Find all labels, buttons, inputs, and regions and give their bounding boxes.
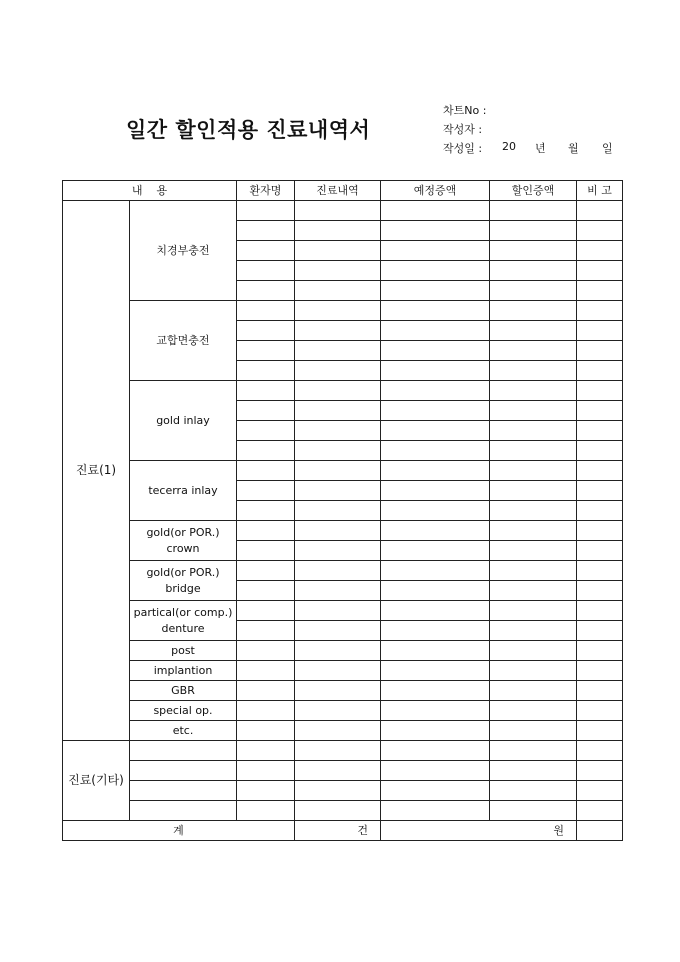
table-row bbox=[63, 781, 623, 801]
cell-scheduled[interactable] bbox=[381, 521, 490, 541]
cell-note[interactable] bbox=[577, 481, 623, 501]
table-row bbox=[63, 601, 623, 621]
year-label: 년 bbox=[535, 142, 546, 155]
cell-scheduled[interactable] bbox=[381, 721, 490, 741]
cell-note[interactable] bbox=[577, 801, 623, 821]
cell-note[interactable] bbox=[577, 761, 623, 781]
cell-discount[interactable] bbox=[490, 421, 577, 441]
cell-patient[interactable] bbox=[237, 661, 295, 681]
cell-scheduled[interactable] bbox=[381, 561, 490, 581]
cell-discount[interactable] bbox=[490, 301, 577, 321]
cell-scheduled[interactable] bbox=[381, 421, 490, 441]
cell-scheduled[interactable] bbox=[381, 241, 490, 261]
chart-no-label: 차트No : bbox=[443, 104, 487, 117]
table-row bbox=[63, 661, 623, 681]
cell-patient[interactable] bbox=[237, 521, 295, 541]
item-gold-inlay: gold inlay bbox=[130, 381, 237, 461]
header-treatment: 진료내역 bbox=[295, 181, 381, 201]
day-label: 일 bbox=[602, 142, 613, 155]
header-content: 내 용 bbox=[63, 181, 237, 201]
item-post: post bbox=[130, 641, 237, 661]
cell-scheduled[interactable] bbox=[381, 701, 490, 721]
table-row bbox=[63, 701, 623, 721]
cell-scheduled[interactable] bbox=[381, 781, 490, 801]
cell-scheduled[interactable] bbox=[381, 481, 490, 501]
table-row bbox=[63, 561, 623, 581]
item-bridge-line1: gold(or POR.) bbox=[146, 565, 220, 579]
item-denture-line1: partical(or comp.) bbox=[133, 605, 233, 619]
cell-note[interactable] bbox=[577, 441, 623, 461]
cell-patient[interactable] bbox=[237, 421, 295, 441]
cell-note[interactable] bbox=[577, 461, 623, 481]
cell-patient[interactable] bbox=[237, 541, 295, 561]
cell-scheduled[interactable] bbox=[381, 641, 490, 661]
cell-patient[interactable] bbox=[237, 741, 295, 761]
cell-treatment[interactable] bbox=[295, 501, 381, 521]
total-amount-unit: 원 bbox=[381, 821, 577, 841]
cell-note[interactable] bbox=[577, 361, 623, 381]
cell-patient[interactable] bbox=[237, 341, 295, 361]
cell-scheduled[interactable] bbox=[381, 681, 490, 701]
cell-patient[interactable] bbox=[237, 241, 295, 261]
cell-patient[interactable] bbox=[237, 781, 295, 801]
cell-scheduled[interactable] bbox=[381, 801, 490, 821]
cell-discount[interactable] bbox=[490, 481, 577, 501]
table-row bbox=[63, 381, 623, 401]
cell-note[interactable] bbox=[577, 261, 623, 281]
cell-patient[interactable] bbox=[237, 261, 295, 281]
category-other: 진료(기타) bbox=[63, 741, 130, 821]
cell-note[interactable] bbox=[577, 621, 623, 641]
cell-note[interactable] bbox=[577, 521, 623, 541]
cell-note[interactable] bbox=[577, 421, 623, 441]
cell-discount[interactable] bbox=[490, 581, 577, 601]
cell-note[interactable] bbox=[577, 241, 623, 261]
cell-treatment[interactable] bbox=[295, 621, 381, 641]
cell-discount[interactable] bbox=[490, 501, 577, 521]
table-row bbox=[63, 301, 623, 321]
cell-treatment[interactable] bbox=[295, 581, 381, 601]
cell-note[interactable] bbox=[577, 201, 623, 221]
cell-treatment[interactable] bbox=[295, 261, 381, 281]
table-row bbox=[63, 201, 623, 221]
header-note: 비 고 bbox=[577, 181, 623, 201]
cell-treatment[interactable] bbox=[295, 361, 381, 381]
cell-discount[interactable] bbox=[490, 661, 577, 681]
cell-treatment[interactable] bbox=[295, 301, 381, 321]
cell-discount[interactable] bbox=[490, 461, 577, 481]
cell-treatment[interactable] bbox=[295, 341, 381, 361]
table-row bbox=[63, 641, 623, 661]
cell-note[interactable] bbox=[577, 721, 623, 741]
cell-treatment[interactable] bbox=[295, 681, 381, 701]
cell-patient[interactable] bbox=[237, 761, 295, 781]
date-year-prefix: 20 bbox=[502, 140, 516, 153]
cell-scheduled[interactable] bbox=[381, 301, 490, 321]
cell-treatment[interactable] bbox=[295, 481, 381, 501]
category-main: 진료(1) bbox=[63, 201, 130, 741]
cell-note[interactable] bbox=[577, 681, 623, 701]
total-count-unit: 건 bbox=[295, 821, 381, 841]
table-row bbox=[63, 741, 623, 761]
cell-treatment[interactable] bbox=[295, 281, 381, 301]
cell-note[interactable] bbox=[577, 581, 623, 601]
cell-scheduled[interactable] bbox=[381, 321, 490, 341]
cell-treatment[interactable] bbox=[295, 201, 381, 221]
cell-discount[interactable] bbox=[490, 361, 577, 381]
cell-note[interactable] bbox=[577, 401, 623, 421]
cell-patient[interactable] bbox=[237, 401, 295, 421]
cell-scheduled[interactable] bbox=[381, 461, 490, 481]
cell-scheduled[interactable] bbox=[381, 441, 490, 461]
cell-discount[interactable] bbox=[490, 601, 577, 621]
document-title: 일간 할인적용 진료내역서 bbox=[126, 118, 371, 142]
cell-patient[interactable] bbox=[237, 561, 295, 581]
month-label: 월 bbox=[568, 142, 579, 155]
cell-treatment[interactable] bbox=[295, 781, 381, 801]
table-row bbox=[63, 801, 623, 821]
cell-treatment[interactable] bbox=[295, 221, 381, 241]
cell-patient[interactable] bbox=[237, 701, 295, 721]
cell-treatment[interactable] bbox=[295, 661, 381, 681]
cell-patient[interactable] bbox=[237, 501, 295, 521]
item-crown-line2: crown bbox=[166, 541, 200, 555]
cell-note[interactable] bbox=[577, 541, 623, 561]
cell-scheduled[interactable] bbox=[381, 221, 490, 241]
cell-discount[interactable] bbox=[490, 401, 577, 421]
cell-discount[interactable] bbox=[490, 381, 577, 401]
cell-note[interactable] bbox=[577, 321, 623, 341]
cell-note[interactable] bbox=[577, 381, 623, 401]
cell-discount[interactable] bbox=[490, 721, 577, 741]
cell-discount[interactable] bbox=[490, 681, 577, 701]
cell-note[interactable] bbox=[577, 601, 623, 621]
cell-discount[interactable] bbox=[490, 701, 577, 721]
cell-treatment[interactable] bbox=[295, 801, 381, 821]
cell-scheduled[interactable] bbox=[381, 581, 490, 601]
total-row bbox=[63, 821, 623, 841]
cell-treatment[interactable] bbox=[295, 561, 381, 581]
cell-patient[interactable] bbox=[237, 321, 295, 341]
cell-treatment[interactable] bbox=[295, 421, 381, 441]
cell-treatment[interactable] bbox=[295, 601, 381, 621]
item-crown-line1: gold(or POR.) bbox=[146, 525, 220, 539]
cell-scheduled[interactable] bbox=[381, 501, 490, 521]
header-patient: 환자명 bbox=[237, 181, 295, 201]
total-note[interactable] bbox=[577, 821, 623, 841]
cell-other-item[interactable] bbox=[130, 761, 237, 781]
header-discount: 할인증액 bbox=[490, 181, 577, 201]
item-bridge bbox=[130, 561, 237, 601]
cell-discount[interactable] bbox=[490, 341, 577, 361]
cell-discount[interactable] bbox=[490, 561, 577, 581]
table-row bbox=[63, 721, 623, 741]
cell-patient[interactable] bbox=[237, 801, 295, 821]
cell-discount[interactable] bbox=[490, 801, 577, 821]
cell-patient[interactable] bbox=[237, 481, 295, 501]
item-tecerra-inlay: tecerra inlay bbox=[130, 461, 237, 521]
table-row bbox=[63, 461, 623, 481]
cell-discount[interactable] bbox=[490, 741, 577, 761]
cell-patient[interactable] bbox=[237, 641, 295, 661]
item-bridge-line2: bridge bbox=[165, 581, 201, 595]
cell-discount[interactable] bbox=[490, 621, 577, 641]
treatment-table bbox=[62, 180, 623, 841]
cell-note[interactable] bbox=[577, 341, 623, 361]
cell-discount[interactable] bbox=[490, 261, 577, 281]
cell-patient[interactable] bbox=[237, 441, 295, 461]
cell-treatment[interactable] bbox=[295, 641, 381, 661]
cell-scheduled[interactable] bbox=[381, 661, 490, 681]
cell-discount[interactable] bbox=[490, 281, 577, 301]
cell-scheduled[interactable] bbox=[381, 361, 490, 381]
cell-treatment[interactable] bbox=[295, 461, 381, 481]
cell-note[interactable] bbox=[577, 301, 623, 321]
cell-patient[interactable] bbox=[237, 681, 295, 701]
cell-discount[interactable] bbox=[490, 781, 577, 801]
cell-patient[interactable] bbox=[237, 201, 295, 221]
cell-patient[interactable] bbox=[237, 281, 295, 301]
cell-discount[interactable] bbox=[490, 201, 577, 221]
cell-patient[interactable] bbox=[237, 301, 295, 321]
cell-discount[interactable] bbox=[490, 541, 577, 561]
cell-treatment[interactable] bbox=[295, 381, 381, 401]
date-label: 작성일 : bbox=[443, 142, 483, 155]
cell-treatment[interactable] bbox=[295, 701, 381, 721]
cell-scheduled[interactable] bbox=[381, 201, 490, 221]
cell-treatment[interactable] bbox=[295, 521, 381, 541]
item-denture-line2: denture bbox=[161, 621, 205, 635]
cell-discount[interactable] bbox=[490, 221, 577, 241]
cell-treatment[interactable] bbox=[295, 241, 381, 261]
cell-scheduled[interactable] bbox=[381, 261, 490, 281]
item-gbr: GBR bbox=[130, 681, 237, 701]
cell-note[interactable] bbox=[577, 281, 623, 301]
cell-discount[interactable] bbox=[490, 761, 577, 781]
cell-note[interactable] bbox=[577, 221, 623, 241]
cell-note[interactable] bbox=[577, 561, 623, 581]
cell-discount[interactable] bbox=[490, 441, 577, 461]
cell-patient[interactable] bbox=[237, 361, 295, 381]
cell-treatment[interactable] bbox=[295, 741, 381, 761]
cell-note[interactable] bbox=[577, 701, 623, 721]
table-row bbox=[63, 681, 623, 701]
table-row bbox=[63, 761, 623, 781]
cell-discount[interactable] bbox=[490, 641, 577, 661]
cell-patient[interactable] bbox=[237, 221, 295, 241]
cell-scheduled[interactable] bbox=[381, 401, 490, 421]
cell-other-item[interactable] bbox=[130, 801, 237, 821]
cell-scheduled[interactable] bbox=[381, 621, 490, 641]
cell-scheduled[interactable] bbox=[381, 381, 490, 401]
header-row bbox=[63, 181, 623, 201]
item-crown bbox=[130, 521, 237, 561]
cell-other-item[interactable] bbox=[130, 781, 237, 801]
cell-treatment[interactable] bbox=[295, 441, 381, 461]
cell-patient[interactable] bbox=[237, 381, 295, 401]
item-etc: etc. bbox=[130, 721, 237, 741]
cell-patient[interactable] bbox=[237, 721, 295, 741]
cell-note[interactable] bbox=[577, 501, 623, 521]
cell-note[interactable] bbox=[577, 641, 623, 661]
cell-discount[interactable] bbox=[490, 521, 577, 541]
cell-note[interactable] bbox=[577, 661, 623, 681]
cell-patient[interactable] bbox=[237, 621, 295, 641]
cell-treatment[interactable] bbox=[295, 401, 381, 421]
total-label: 계 bbox=[63, 821, 295, 841]
item-special-op: special op. bbox=[130, 701, 237, 721]
cell-note[interactable] bbox=[577, 781, 623, 801]
item-implantion: implantion bbox=[130, 661, 237, 681]
cell-scheduled[interactable] bbox=[381, 341, 490, 361]
cell-scheduled[interactable] bbox=[381, 761, 490, 781]
cell-discount[interactable] bbox=[490, 321, 577, 341]
cell-treatment[interactable] bbox=[295, 721, 381, 741]
cell-treatment[interactable] bbox=[295, 321, 381, 341]
cell-scheduled[interactable] bbox=[381, 741, 490, 761]
cell-patient[interactable] bbox=[237, 601, 295, 621]
item-cervical-filling: 치경부충전 bbox=[130, 201, 237, 301]
item-denture bbox=[130, 601, 237, 641]
cell-note[interactable] bbox=[577, 741, 623, 761]
cell-scheduled[interactable] bbox=[381, 601, 490, 621]
cell-patient[interactable] bbox=[237, 581, 295, 601]
cell-discount[interactable] bbox=[490, 241, 577, 261]
cell-scheduled[interactable] bbox=[381, 281, 490, 301]
cell-treatment[interactable] bbox=[295, 761, 381, 781]
cell-other-item[interactable] bbox=[130, 741, 237, 761]
item-occlusal-filling: 교합면충전 bbox=[130, 301, 237, 381]
author-label: 작성자 : bbox=[443, 123, 483, 136]
table-row bbox=[63, 521, 623, 541]
header-scheduled: 예정증액 bbox=[381, 181, 490, 201]
cell-patient[interactable] bbox=[237, 461, 295, 481]
cell-scheduled[interactable] bbox=[381, 541, 490, 561]
cell-treatment[interactable] bbox=[295, 541, 381, 561]
